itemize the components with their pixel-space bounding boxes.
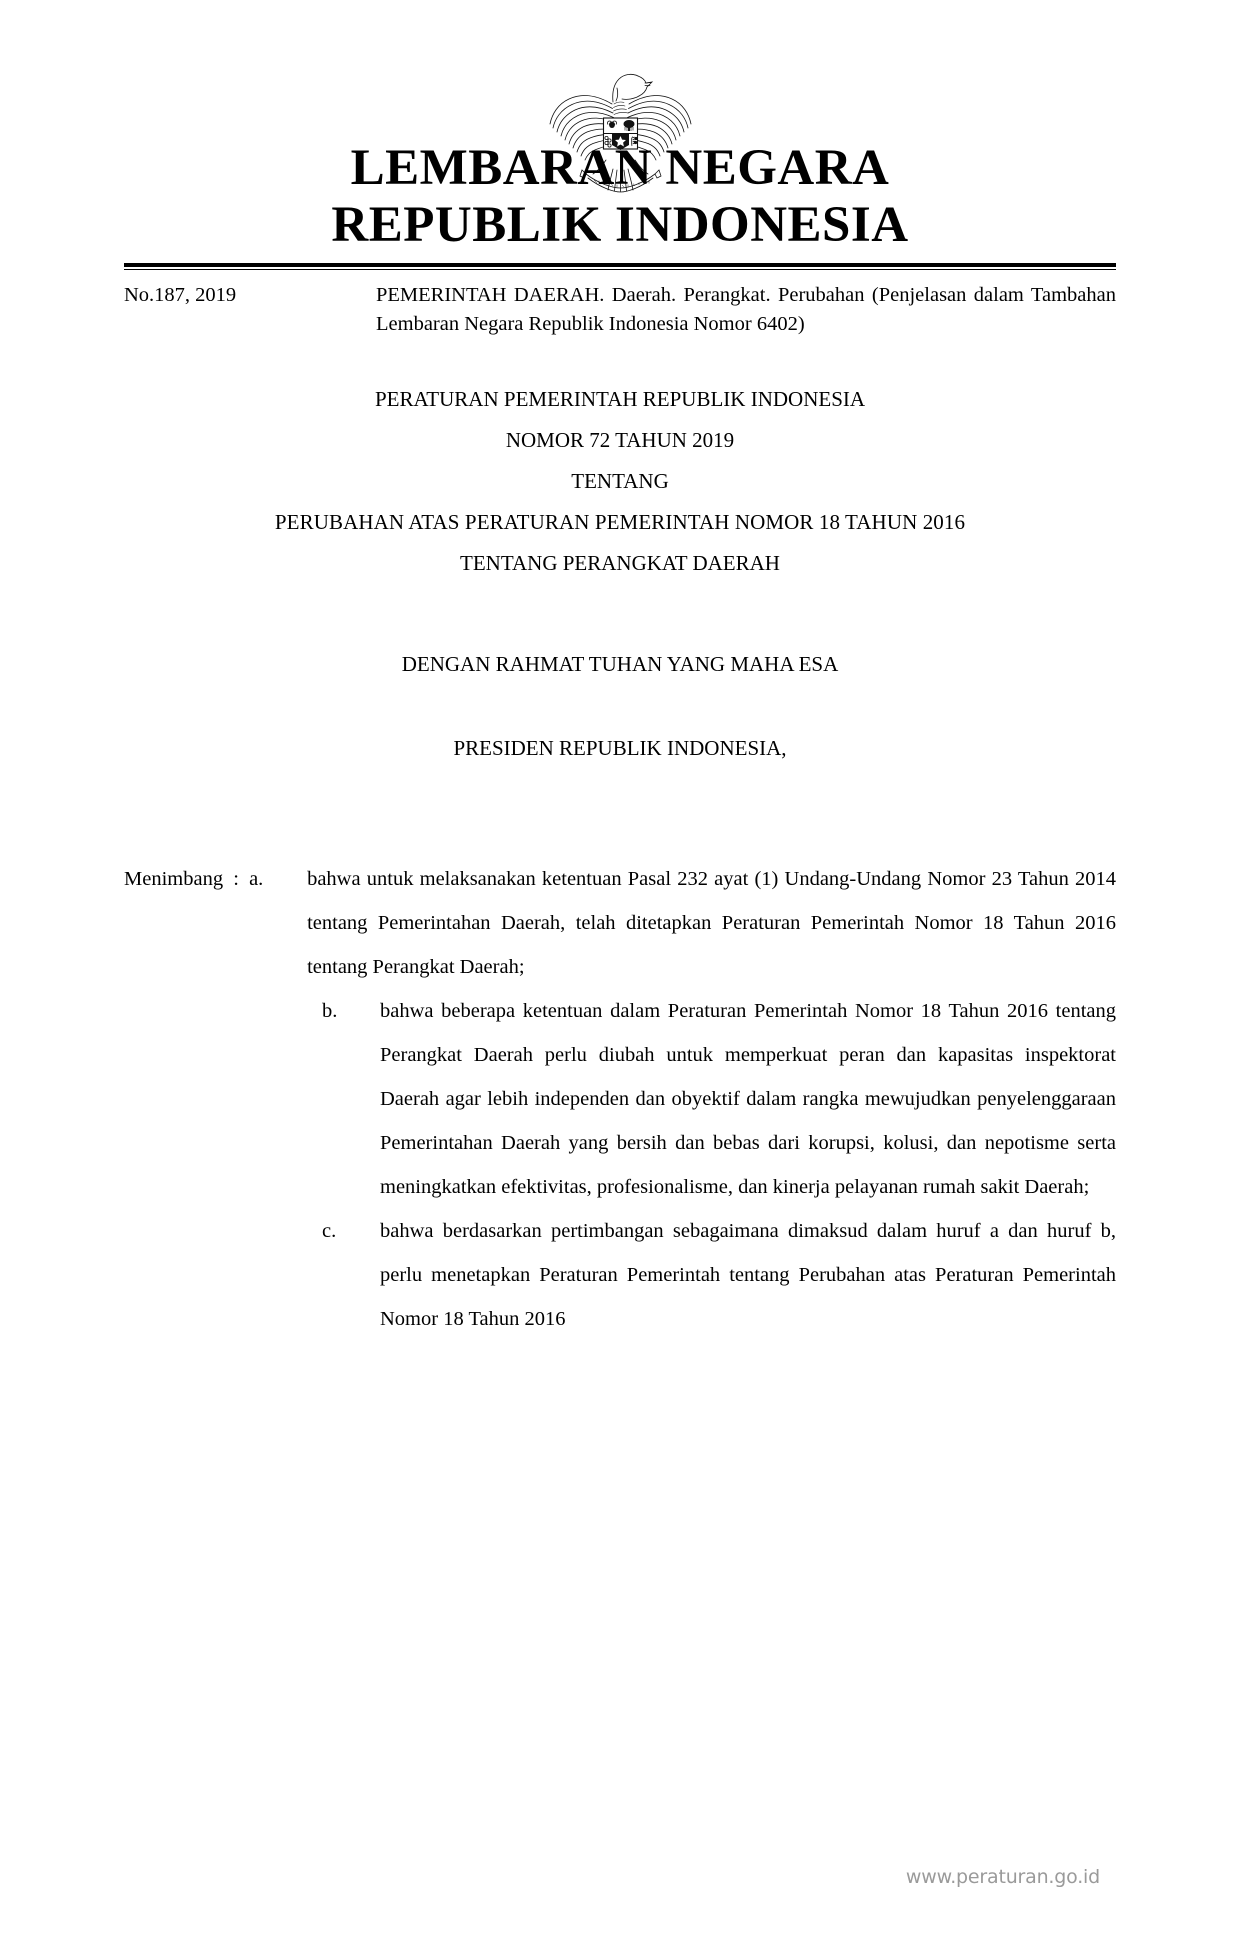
- masthead-line-2: REPUBLIK INDONESIA: [331, 197, 909, 253]
- considering-text-b: bahwa beberapa ketentuan dalam Peraturan Pemerintah Nomor 18 Tahun 2016 tentang Perangkat Daerah perlu diubah untuk memperkuat peran dan kapasitas inspektorat Daerah agar lebih independen dan obyektif dalam rangka mewujudkan penyelenggaraan Pemerintahan Daerah yang bersih dan bebas dari korupsi, kolusi, dan nepotisme serta meningkatkan efektivitas, profesionalisme, dan kinerja pelayanan rumah sakit Daerah;: [380, 1000, 1116, 1198]
- considering-text-a: bahwa untuk melaksanakan ketentuan Pasal 232 ayat (1) Undang-Undang Nomor 23 Tahun 2014 tentang Pemerintahan Daerah, telah ditetapkan Peraturan Pemerintah Nomor 18 Tahun 2016 tentang Perangkat Daerah;: [307, 868, 1116, 978]
- divider-thick-line: [124, 263, 1116, 267]
- title-line-subject-cont: TENTANG PERANGKAT DAERAH: [460, 551, 780, 575]
- considering-indent-b: [124, 989, 1116, 1209]
- header-divider: [124, 263, 1116, 270]
- title-line-authority: PERATURAN PEMERINTAH REPUBLIK INDONESIA: [374, 387, 866, 411]
- title-line-number: NOMOR 72 TAHUN 2019: [505, 428, 735, 452]
- considering-item-b: [322, 989, 1116, 1209]
- considering-marker-c: c.: [322, 1220, 337, 1242]
- gazette-number: No.187, 2019: [124, 284, 237, 306]
- gazette-subject-description: PEMERINTAH DAERAH. Daerah. Perangkat. Perubahan (Penjelasan dalam Tambahan Lembaran Negara Republik Indonesia Nomor 6402): [376, 284, 1116, 335]
- considering-item-c: [322, 1209, 1116, 1341]
- divider-thin-line: [124, 269, 1116, 270]
- title-line-tentang: TENTANG: [571, 469, 669, 493]
- regulation-title-block: [140, 379, 1100, 584]
- considering-item-a: [124, 857, 1116, 989]
- footer-watermark: www.peraturan.go.id: [905, 1866, 1100, 1888]
- considering-label: Menimbang: [124, 868, 224, 890]
- considering-colon: :: [233, 868, 239, 890]
- gazette-meta-row: [124, 281, 1116, 339]
- considering-indent-c: [124, 1209, 1116, 1341]
- considering-marker-b: b.: [322, 1000, 338, 1022]
- considering-section: [124, 857, 1116, 1341]
- masthead: [140, 140, 1100, 254]
- title-line-subject: PERUBAHAN ATAS PERATURAN PEMERINTAH NOMOR 18 TAHUN 2016: [274, 510, 966, 534]
- masthead-line-1: LEMBARAN NEGARA: [350, 140, 890, 196]
- considering-text-c: bahwa berdasarkan pertimbangan sebagaimana dimaksud dalam huruf a dan huruf b, perlu menetapkan Peraturan Pemerintah tentang Perubahan atas Peraturan Pemerintah Nomor 18 Tahun 2016: [380, 1220, 1116, 1330]
- invocation-line: DENGAN RAHMAT TUHAN YANG MAHA ESA: [401, 652, 839, 676]
- authority-line: PRESIDEN REPUBLIK INDONESIA,: [453, 736, 787, 760]
- considering-marker-a: a.: [249, 868, 264, 890]
- emblem-container: [140, 0, 1100, 140]
